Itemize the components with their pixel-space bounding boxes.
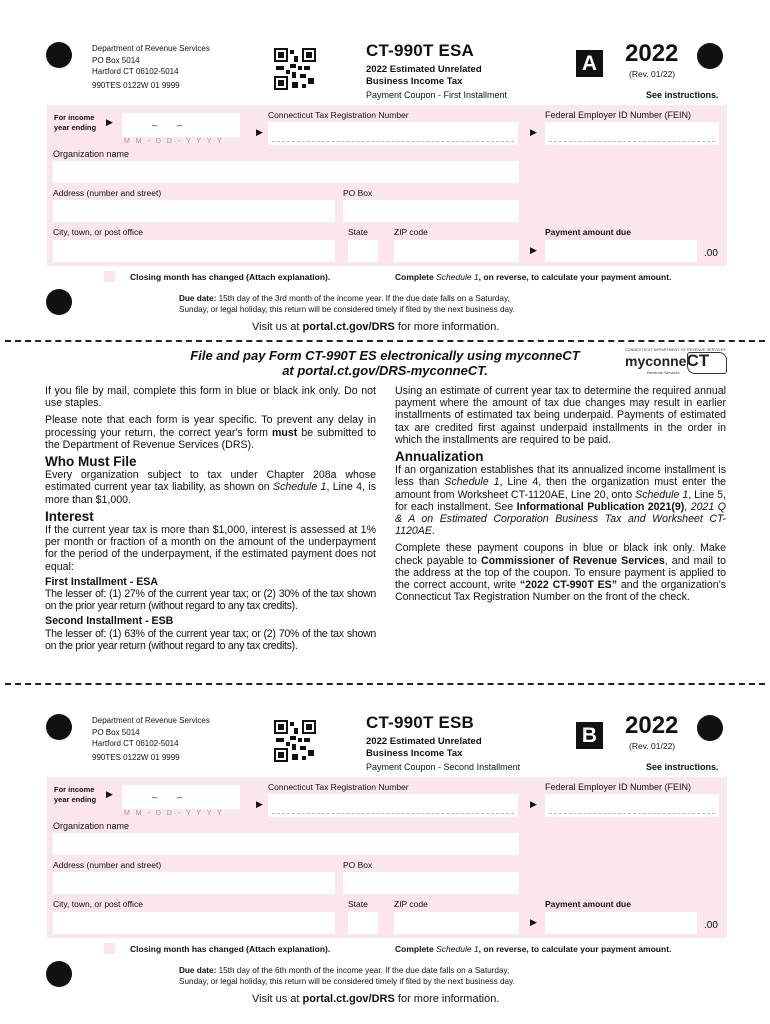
arrow-icon: ▶: [530, 799, 537, 809]
instructions-right-col: [395, 385, 726, 608]
registration-mark: [697, 715, 723, 741]
complete-note-b: , on reverse, to calculate your payment amount.: [478, 272, 672, 282]
state-label: State: [348, 899, 368, 909]
subtitle-line2: Business Income Tax: [366, 747, 463, 759]
complete-note-schedule: Schedule 1: [436, 944, 479, 954]
logo-sub: Revenue Services: [647, 370, 680, 375]
cents: .00: [704, 920, 718, 931]
payment-amount-input[interactable]: [545, 240, 697, 262]
p9-bold1: Commissioner of Revenue Services: [481, 554, 665, 567]
income-year-label: [54, 785, 96, 805]
banner-line1: File and pay Form CT-990T ES electronically using myconneCT: [190, 348, 580, 363]
address-label: Address (number and street): [53, 188, 162, 198]
zip-input[interactable]: [394, 912, 519, 934]
due-date-label: Due date:: [179, 294, 217, 303]
payment-label: Payment amount due: [545, 899, 631, 909]
first-installment-heading: First Installment - ESA: [45, 575, 159, 588]
visit-line: [252, 321, 499, 333]
visit-text-end: for more information.: [394, 993, 500, 1005]
myconnect-logo: [625, 348, 727, 378]
annualization-heading: Annualization: [395, 449, 484, 465]
para-interest: If the current year tax is more than $1,000, interest is assessed at 1% per month or fraction of a month on the amount of the underpayment for the period of the underpayment, if the estimated payment does not equal:: [45, 524, 376, 573]
who-must-file-heading: Who Must File: [45, 454, 137, 470]
cents: .00: [704, 248, 718, 259]
para-estimate: Using an estimate of current year tax to determine the required annual payment where the amount of tax due changes may result in earlier installments of estimated tax being underpaid. Payments of estimated tax are credited first against underpaid installments in the order in which the installments are required to be paid.: [395, 385, 726, 446]
para-first-installment: The lesser of: (1) 27% of the current year tax; or (2) 30% of the tax shown on the prior year return (without regard to any tax credits).: [45, 588, 376, 613]
complete-note-a: Complete: [395, 944, 434, 954]
po-box-label: PO Box: [343, 188, 373, 198]
p2-bold: must: [272, 426, 298, 439]
subtitle-line1: 2022 Estimated Unrelated: [366, 64, 482, 75]
p3a: Every organization subject to tax under Chapter 208a whose estimated current year tax liability, as shown on: [45, 469, 376, 494]
qr-code-icon: [274, 48, 316, 90]
instructions: [0, 342, 770, 678]
arrow-icon: ▶: [530, 245, 537, 255]
p8b: , Line 4, then the organization must enter the amount from Worksheet CT-1120AE, Line 20, onto: [395, 476, 726, 501]
org-name-input[interactable]: [53, 833, 519, 855]
p9c: and the organization's Connecticut Tax Registration Number on the front of the check.: [395, 579, 727, 604]
state-input[interactable]: [348, 912, 378, 934]
para-ink: If you file by mail, complete this form in blue or black ink only. Do not use staples.: [45, 385, 376, 410]
form-code: 990TES 0122W 01 9999: [92, 80, 180, 90]
p9-bold2: “2022 CT-990T ES”: [519, 579, 618, 592]
zip-input[interactable]: [394, 240, 519, 262]
coupon-type: Payment Coupon - Second Installment: [366, 762, 521, 772]
zip-label: ZIP code: [394, 899, 428, 909]
registration-mark: [46, 42, 72, 68]
form-title: CT-990T ESB: [366, 713, 475, 732]
form-title: CT-990T ESA: [366, 41, 475, 60]
registration-mark: [697, 43, 723, 69]
registration-mark: [46, 961, 72, 987]
p8c: , Line 5, for each installment. See: [395, 488, 726, 513]
p8-ital1: Schedule 1: [444, 476, 500, 489]
revision: (Rev. 01/22): [629, 741, 676, 751]
closing-month-checkbox[interactable]: [104, 943, 115, 954]
zip-label: ZIP code: [394, 227, 428, 237]
date-separators: – –: [152, 120, 183, 130]
banner-line2: at portal.ct.gov/DRS-myconneCT.: [282, 363, 488, 378]
complete-note: [395, 944, 671, 954]
due-date-label: Due date:: [179, 966, 217, 975]
address-input[interactable]: [53, 872, 335, 894]
para-annualization: [395, 464, 726, 537]
coupon-letter: B: [576, 722, 603, 749]
p8e: .: [431, 525, 435, 538]
visit-line: [252, 993, 499, 1005]
fein-label: Federal Employer ID Number (FEIN): [545, 110, 692, 120]
city-label: City, town, or post office: [53, 227, 143, 237]
state-input[interactable]: [348, 240, 378, 262]
fein-underline: [549, 813, 715, 814]
registration-mark: [46, 714, 72, 740]
due-date-text2: Sunday, or legal holiday, this return will be considered timely if filed by the next business day.: [179, 977, 515, 986]
coupon-a: [0, 0, 770, 340]
visit-link[interactable]: portal.ct.gov/DRS: [302, 321, 395, 333]
coupon-b: [0, 672, 770, 1024]
fein-label: Federal Employer ID Number (FEIN): [545, 782, 692, 792]
instructions-left-col: [45, 385, 376, 657]
p2b: be submitted to the Department of Revenue Services (DRS).: [45, 426, 376, 451]
para-who-must-file: [45, 469, 376, 506]
subtitle-line2: Business Income Tax: [366, 75, 463, 87]
ct-reg-underline: [272, 141, 514, 142]
p8d: ,: [684, 500, 691, 513]
form-year: 2022: [625, 712, 679, 739]
efile-banner: [150, 348, 620, 378]
para-second-installment: The lesser of: (1) 63% of the current year tax; or (2) 70% of the tax shown on the prior year return (without regard to any tax credits).: [45, 627, 376, 652]
due-date-text2: Sunday, or legal holiday, this return will be considered timely if filed by the next business day.: [179, 305, 515, 314]
po-box-input[interactable]: [343, 200, 519, 222]
arrow-icon: ▶: [530, 127, 537, 137]
payment-amount-input[interactable]: [545, 912, 697, 934]
org-name-input[interactable]: [53, 161, 519, 183]
p9b: , and mail to the address at the top of the coupon. To ensure payment is applied to the correct account, write: [395, 554, 726, 592]
p8-bold: Informational Publication 2021(9): [516, 500, 685, 513]
p8a: If an organization establishes that its annualized income installment is less than: [395, 464, 726, 489]
p3b: , Line 4, is more than $1,000.: [45, 481, 376, 506]
due-date: [179, 293, 515, 315]
dept-pobox: PO Box 5014: [92, 55, 140, 65]
dept-pobox: PO Box 5014: [92, 727, 140, 737]
subtitle-line1: 2022 Estimated Unrelated: [366, 736, 482, 747]
p9a: Complete these payment coupons in blue or black ink only. Make check payable to: [395, 542, 726, 567]
po-box-label: PO Box: [343, 860, 373, 870]
logo-word-2: CT: [686, 351, 710, 370]
fein-underline: [549, 141, 715, 142]
qr-code-icon: [274, 720, 316, 762]
due-date-text: 15th day of the 6th month of the income year. If the due date falls on a Saturday,: [216, 966, 510, 975]
see-instructions: See instructions.: [646, 90, 719, 100]
second-installment-heading: Second Installment - ESB: [45, 615, 174, 628]
income-year-line1: For income: [54, 785, 95, 794]
state-label: State: [348, 227, 368, 237]
closing-month-label: Closing month has changed (Attach explanation).: [130, 944, 331, 954]
ct-reg-underline: [272, 813, 514, 814]
para-year-specific: [45, 414, 376, 451]
logo-word-1: myconne: [625, 353, 687, 369]
date-format-mask: M M - D D - Y Y Y Y: [124, 138, 224, 145]
ct-reg-label: Connecticut Tax Registration Number: [268, 782, 409, 792]
address-input[interactable]: [53, 200, 335, 222]
city-label: City, town, or post office: [53, 899, 143, 909]
visit-text: Visit us at: [252, 321, 303, 333]
complete-note-schedule: Schedule 1: [436, 272, 479, 282]
arrow-icon: ▶: [530, 917, 537, 927]
visit-link[interactable]: portal.ct.gov/DRS: [302, 993, 395, 1005]
closing-month-label: Closing month has changed (Attach explanation).: [130, 272, 331, 282]
org-name-label: Organization name: [53, 149, 130, 159]
form-subtitle: [366, 64, 482, 87]
income-year-line2: year ending: [54, 795, 97, 804]
income-year-line2: year ending: [54, 123, 97, 132]
revision: (Rev. 01/22): [629, 69, 676, 79]
due-date-text: 15th day of the 3rd month of the income year. If the due date falls on a Saturday,: [216, 294, 510, 303]
dept-address: [92, 43, 210, 91]
registration-mark: [46, 289, 72, 315]
logo-border: [687, 352, 727, 374]
visit-text: Visit us at: [252, 993, 303, 1005]
arrow-icon: ▶: [106, 789, 113, 799]
due-date: [179, 965, 515, 987]
form-code: 990TES 0122W 01 9999: [92, 752, 180, 762]
interest-heading: Interest: [45, 508, 94, 524]
arrow-icon: ▶: [106, 117, 113, 127]
arrow-icon: ▶: [256, 799, 263, 809]
dept-city: Hartford CT 06102-5014: [92, 67, 179, 76]
arrow-icon: ▶: [256, 127, 263, 137]
form-subtitle: [366, 736, 482, 759]
address-label: Address (number and street): [53, 860, 162, 870]
date-format-mask: M M - D D - Y Y Y Y: [124, 810, 224, 817]
logo-top: CONNECTICUT DEPARTMENT OF REVENUE SERVICES: [625, 348, 726, 352]
dept-name: Department of Revenue Services: [92, 44, 210, 53]
see-instructions: See instructions.: [646, 762, 719, 772]
form-year: 2022: [625, 40, 679, 67]
p8-ital3: 2021 Q & A on Estimated Corporation Business Tax and Worksheet CT-1120AE: [395, 500, 726, 538]
closing-month-checkbox[interactable]: [104, 271, 115, 282]
para-payment-coupons: [395, 542, 726, 603]
complete-note-a: Complete: [395, 272, 434, 282]
po-box-input[interactable]: [343, 872, 519, 894]
p2a: Please note that each form is year specific. To prevent any delay in processing your return, the correct year's form: [45, 414, 376, 439]
complete-note-b: , on reverse, to calculate your payment amount.: [478, 944, 672, 954]
date-separators: – –: [152, 792, 183, 802]
dept-address: [92, 715, 210, 763]
income-year-label: [54, 113, 96, 133]
complete-note: [395, 272, 671, 282]
ct-reg-label: Connecticut Tax Registration Number: [268, 110, 409, 120]
city-input[interactable]: [53, 240, 335, 262]
org-name-label: Organization name: [53, 821, 130, 831]
visit-text-end: for more information.: [394, 321, 500, 333]
income-year-line1: For income: [54, 113, 95, 122]
p8-ital2: Schedule 1: [635, 488, 689, 501]
dept-city: Hartford CT 06102-5014: [92, 739, 179, 748]
payment-label: Payment amount due: [545, 227, 631, 237]
city-input[interactable]: [53, 912, 335, 934]
p3-ital: Schedule 1: [273, 481, 327, 494]
coupon-letter: A: [576, 50, 603, 77]
coupon-type: Payment Coupon - First Installment: [366, 90, 508, 100]
dept-name: Department of Revenue Services: [92, 716, 210, 725]
